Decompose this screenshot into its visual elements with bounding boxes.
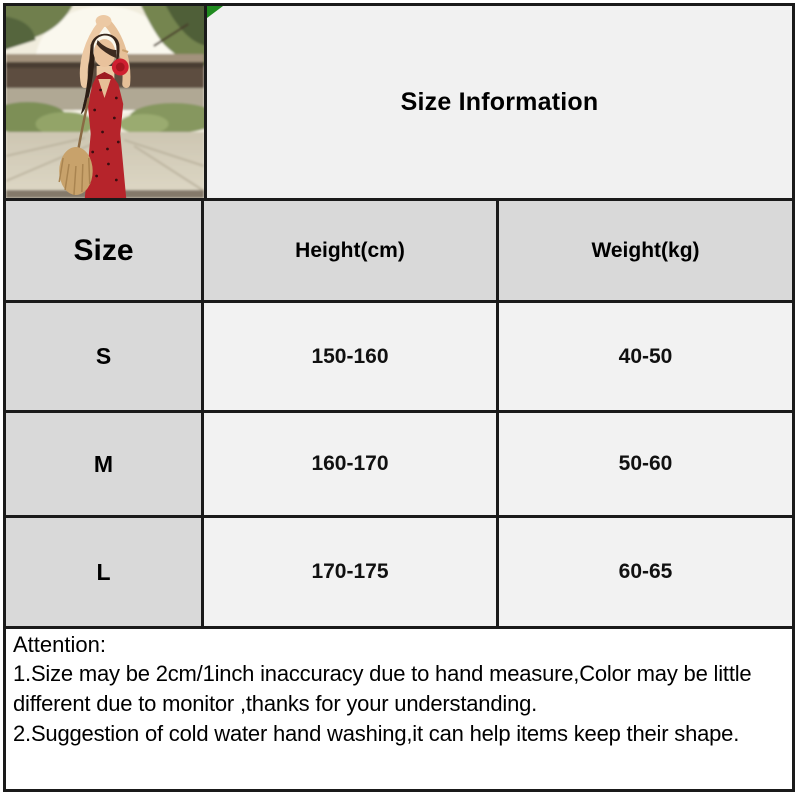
size-label: S	[6, 303, 204, 410]
weight-value: 60-65	[499, 518, 792, 626]
column-header-size: Size	[6, 201, 204, 300]
height-value: 160-170	[204, 413, 499, 515]
size-info-sheet	[3, 3, 795, 792]
height-value: 150-160	[204, 303, 499, 410]
attention-heading: Attention:	[13, 632, 106, 657]
attention-note-2: 2.Suggestion of cold water hand washing,it can help items keep their shape.	[13, 721, 740, 746]
attention-section	[6, 629, 792, 789]
model-photo-illustration	[6, 6, 204, 198]
size-label: L	[6, 518, 204, 626]
page-title: Size Information	[400, 87, 599, 116]
table-row-m	[6, 413, 792, 518]
size-label: M	[6, 413, 204, 515]
title-cell	[207, 6, 792, 198]
table-row-s	[6, 303, 792, 413]
cell-corner-marker-icon	[207, 6, 223, 18]
table-row-l	[6, 518, 792, 629]
column-header-weight: Weight(kg)	[499, 201, 792, 300]
size-table-header	[6, 201, 792, 303]
attention-note-1: 1.Size may be 2cm/1inch inaccuracy due to hand measure,Color may be little different due to monitor ,thanks for your understanding.	[13, 661, 752, 716]
weight-value: 40-50	[499, 303, 792, 410]
column-header-height: Height(cm)	[204, 201, 499, 300]
weight-value: 50-60	[499, 413, 792, 515]
top-row	[6, 6, 792, 201]
height-value: 170-175	[204, 518, 499, 626]
product-photo	[6, 6, 207, 198]
